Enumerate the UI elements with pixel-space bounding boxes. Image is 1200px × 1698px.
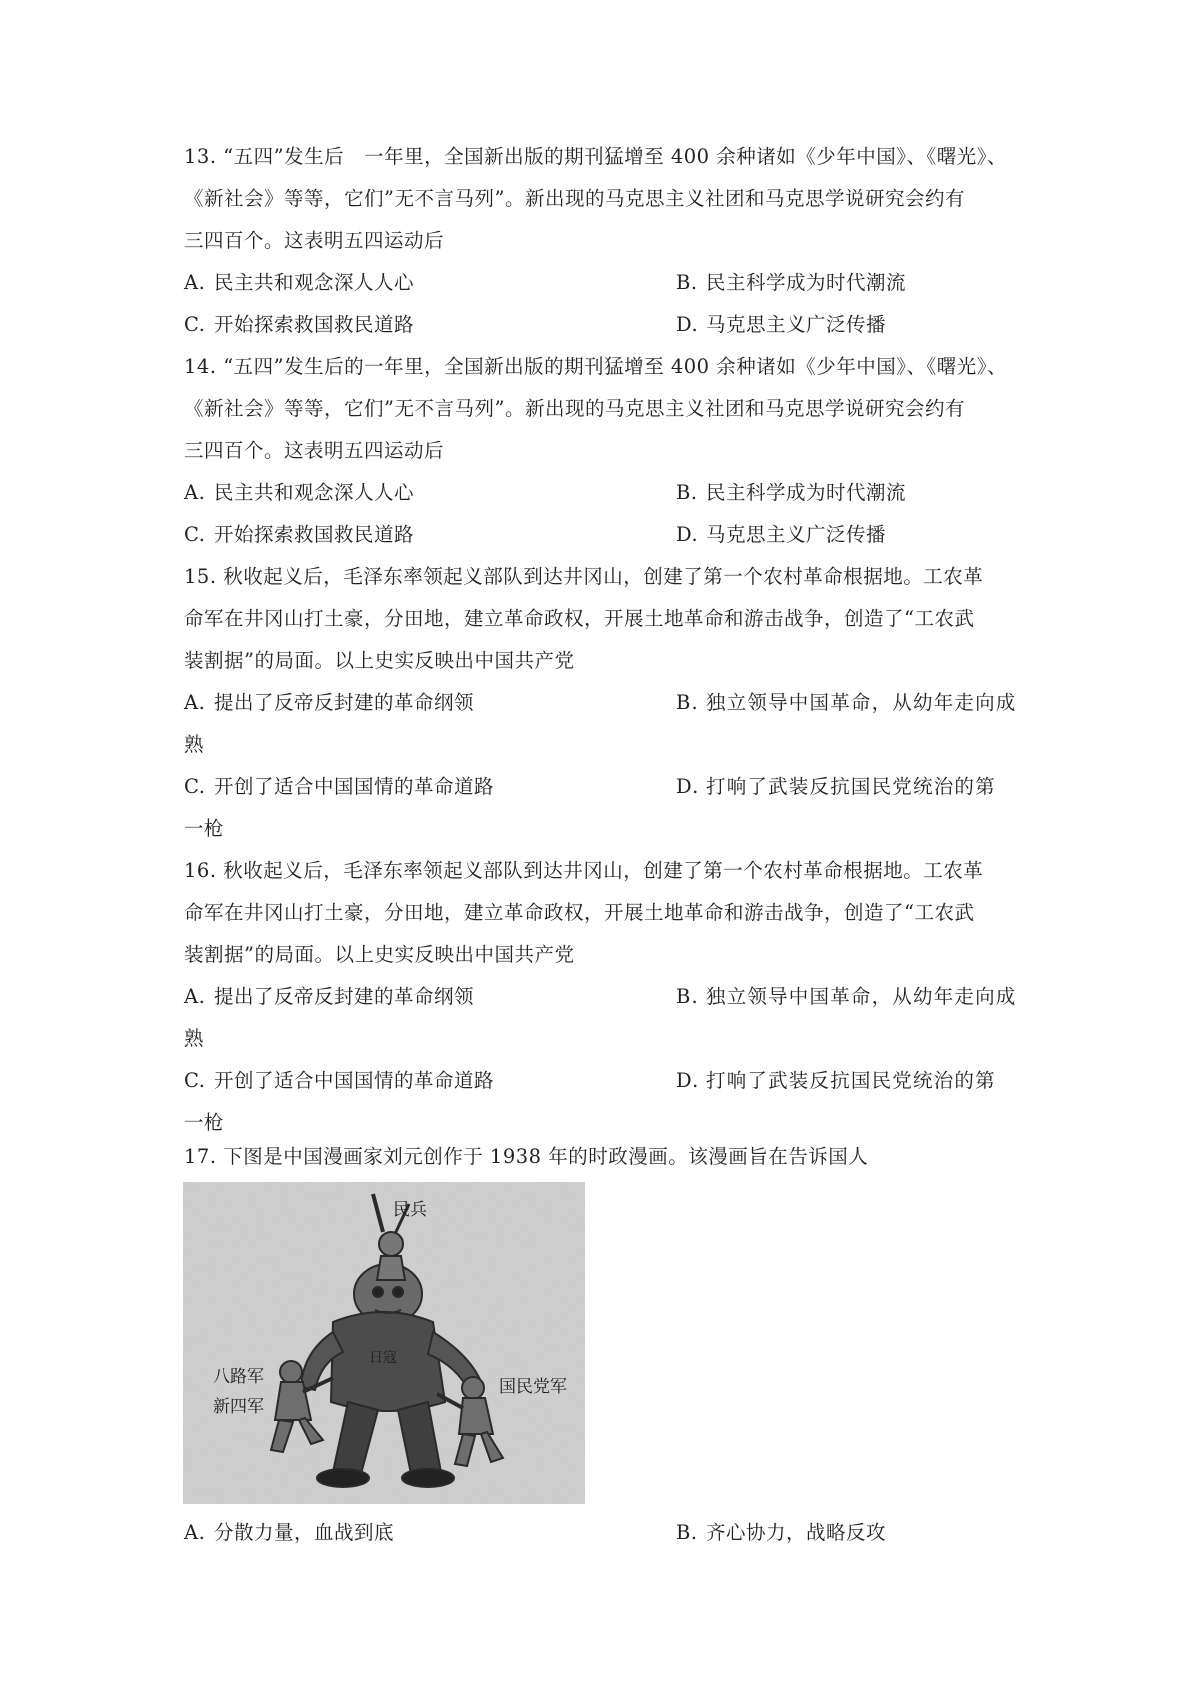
q16-option-a[interactable]: A. 提出了反帝反封建的革命纲领: [184, 985, 475, 1008]
q13-stem-line-3: 三四百个。这表明五四运动后: [184, 229, 445, 252]
q14-stem-line-3: 三四百个。这表明五四运动后: [184, 439, 445, 462]
q15-option-c[interactable]: C. 开创了适合中国国情的革命道路: [184, 775, 495, 798]
q16-stem-line-3: 装割据”的局面。以上史实反映出中国共产党: [184, 943, 575, 966]
q17-stem-line-1: 17. 下图是中国漫画家刘元创作于 1938 年的时政漫画。该漫画旨在告诉国人: [184, 1145, 869, 1168]
q14-stem-line-2: 《新社会》等等，它们”无不言马列”。新出现的马克思主义社团和马克思学说研究会约有: [184, 397, 965, 420]
q14-option-c[interactable]: C. 开始探索救国救民道路: [184, 523, 415, 546]
q16-option-d-continuation: 一枪: [184, 1111, 225, 1134]
q17-option-b[interactable]: B. 齐心协力，战略反攻: [676, 1521, 887, 1544]
q13-option-a[interactable]: A. 民主共和观念深人人心: [184, 271, 415, 294]
q13-stem-line-1: 13. “五四”发生后 一年里，全国新出版的期刊猛增至 400 余种诸如《少年中国》、《曙光》、: [184, 145, 1008, 168]
q15-option-b[interactable]: B. 独立领导中国革命，从幼年走向成: [676, 691, 1017, 714]
cartoon-label-eighth-route-army: 八路军: [213, 1367, 264, 1387]
q16-option-b-continuation: 熟: [184, 1027, 205, 1050]
q13-option-d[interactable]: D. 马克思主义广泛传播: [676, 313, 887, 336]
q16-option-d[interactable]: D. 打响了武装反抗国民党统治的第: [676, 1069, 996, 1092]
cartoon-label-kmt-army: 国民党军: [499, 1377, 567, 1397]
q15-option-d[interactable]: D. 打响了武装反抗国民党统治的第: [676, 775, 996, 798]
q15-stem-line-2: 命军在井冈山打土豪，分田地，建立革命政权，开展土地革命和游击战争，创造了“工农武: [184, 607, 975, 630]
cartoon-label-new-fourth-army: 新四军: [213, 1397, 264, 1417]
q15-option-a[interactable]: A. 提出了反帝反封建的革命纲领: [184, 691, 475, 714]
q13-option-c[interactable]: C. 开始探索救国救民道路: [184, 313, 415, 336]
q15-option-d-continuation: 一枪: [184, 817, 225, 840]
cartoon-label-militia: 民兵: [393, 1200, 427, 1220]
q13-stem-line-2: 《新社会》等等，它们”无不言马列”。新出现的马克思主义社团和马克思学说研究会约有: [184, 187, 965, 210]
cartoon-label-enemy: 日寇: [369, 1350, 397, 1366]
q16-option-c[interactable]: C. 开创了适合中国国情的革命道路: [184, 1069, 495, 1092]
q16-stem-line-2: 命军在井冈山打土豪，分田地，建立革命政权，开展土地革命和游击战争，创造了“工农武: [184, 901, 975, 924]
q13-option-b[interactable]: B. 民主科学成为时代潮流: [676, 271, 907, 294]
q14-option-d[interactable]: D. 马克思主义广泛传播: [676, 523, 887, 546]
q14-stem-line-1: 14. “五四”发生后的一年里，全国新出版的期刊猛增至 400 余种诸如《少年中国》、《曙光》、: [184, 355, 1008, 378]
q15-option-b-continuation: 熟: [184, 733, 205, 756]
q17-option-a[interactable]: A. 分散力量，血战到底: [184, 1521, 395, 1544]
q14-option-a[interactable]: A. 民主共和观念深人人心: [184, 481, 415, 504]
q14-option-b[interactable]: B. 民主科学成为时代潮流: [676, 481, 907, 504]
q15-stem-line-1: 15. 秋收起义后，毛泽东率领起义部队到达井冈山，创建了第一个农村革命根据地。工农革: [184, 565, 984, 588]
political-cartoon-image: [183, 1182, 585, 1504]
q16-stem-line-1: 16. 秋收起义后，毛泽东率领起义部队到达井冈山，创建了第一个农村革命根据地。工农革: [184, 859, 984, 882]
q16-option-b[interactable]: B. 独立领导中国革命，从幼年走向成: [676, 985, 1017, 1008]
q15-stem-line-3: 装割据”的局面。以上史实反映出中国共产党: [184, 649, 575, 672]
